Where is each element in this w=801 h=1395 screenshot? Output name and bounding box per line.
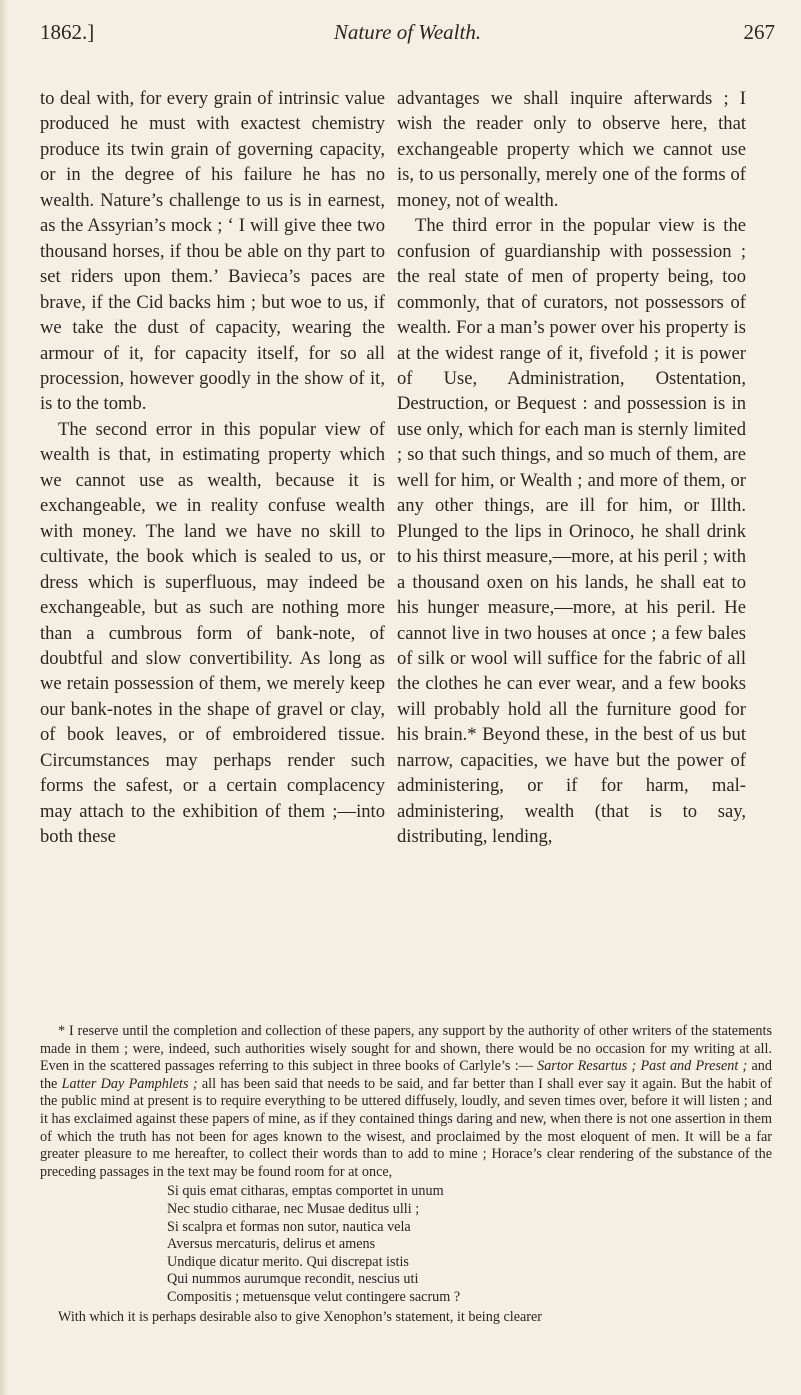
header-year: 1862.]: [40, 20, 95, 44]
footnote-marker: *: [58, 1023, 66, 1039]
verse-line: Compositis ; metuensque velut contingere sacrum ?: [167, 1288, 461, 1305]
verse-line: Nec studio citharae, nec Musae deditus ulli ;: [167, 1200, 420, 1217]
footnote-text: I reserve until the completion and collection of these papers, any support by the authority of other writers of the statements made in them ; were, indeed, such authorities wisely sought for and shown, there would be no occasion for my writing at all. Even in the scattered passages referring to this subject in three books of Carlyle’s :—: [40, 1023, 772, 1075]
footnote-text: all has been said that needs to be said, and far better than I shall ever say it again. But the habit of the public mind at present is to require everything to be uttered diffusely, loudly, and seven times over, before it will listen ; and it has exclaimed against these papers of mine, as if they contained things daring and new, when there is not one assertion in them of which the truth has not been for ages known to the wisest, and proclaimed by the most eloquent of men. It will be a far greater pleasure to me hereafter, to collect their words than to add to mine ; Horace’s clear rendering of the substance of the preceding passages in the text may be found room for at once,: [40, 1075, 772, 1180]
footnote-text: and the: [40, 1058, 772, 1092]
verse-line: Undique dicatur merito. Qui discrepat istis: [167, 1253, 409, 1270]
latin-verse: [167, 1183, 772, 1306]
paragraph: to deal with, for every grain of intrinsic value produced he must with exactest chemistry produce its twin grain of governing capacity, or in the degree of his failure he has no wealth. Nature’s challenge to us is in earnest, as the Assyrian’s mock ; ‘ I will give thee two thousand horses, if thou be able on thy part to set riders upon them.’ Bavieca’s paces are brave, if the Cid backs him ; but woe to us, if we take the dust of capacity, wearing the armour of it, for capacity itself, for so all procession, however goodly in the show of it, is to the tomb.: [40, 88, 385, 415]
verse-line: Si scalpra et formas non sutor, nautica vela: [167, 1218, 411, 1235]
paragraph: The third error in the popular view is the confusion of guardianship with possession ; the real state of men of property being, too commonly, that of curators, not possessors of wealth. For a man’s power over his property is at the widest range of it, fivefold ; it is power of Use, Administration, Ostentation, Destruction, or Bequest : and possession is in use only, which for each man is sternly limited ; so that such things, and so much of them, are well for him, or Wealth ; and more of them, or any other things, are ill for him, or Illth. Plunged to the lips in Orinoco, he shall drink to his thirst measure,—more, at his peril ; with a thousand oxen on his lands, he shall eat to his hunger measure,—more, at his peril. He cannot live in two houses at once ; a few bales of silk or wool will suffice for the fabric of all the clothes he can ever wear, and a few books will probably hold all the furniture good for his brain.* Beyond these, in the best of us but narrow, capacities, we have but the power of administering, or if for harm, mal-administering, wealth (that is to say, distributing, lending,: [397, 215, 746, 848]
footnote-continuation: With which it is perhaps desirable also to give Xenophon’s statement, it being clearer: [58, 1308, 543, 1325]
body-column-right: [397, 86, 746, 850]
footnote-paragraph: [40, 1023, 772, 1181]
footnote-work-title: Sartor Resartus ; Past and Present ;: [537, 1058, 748, 1075]
body-column-left: [40, 86, 385, 850]
running-head: [40, 20, 775, 50]
paragraph: advantages we shall inquire afterwards ; I wish the reader only to observe here, that exchangeable property which we cannot use is, to us personally, merely one of the forms of money, not of wealth.: [397, 88, 746, 211]
paragraph: The second error in this popular view of wealth is that, in estimating property which we cannot use as wealth, because it is exchangeable, we in reality confuse wealth with money. The land we have no skill to cultivate, the book which is sealed to us, or dress which is superfluous, may indeed be exchangeable, but as such are nothing more than a cumbrous form of bank-note, of doubtful and slow convertibility. As long as we retain possession of them, we merely keep our bank-notes in the shape of gravel or clay, of book leaves, or of embroidered tissue. Circumstances may perhaps render such forms the safest, or a certain complacency may attach to the exhibition of them ;—into both these: [40, 418, 385, 848]
page-edge-shadow: [0, 0, 8, 1395]
verse-line: Si quis emat citharas, emptas comportet in unum: [167, 1183, 444, 1200]
footnote-work-title: Latter Day Pamphlets ;: [61, 1075, 198, 1092]
footnote: [40, 1023, 772, 1326]
header-title: Nature of Wealth.: [333, 20, 482, 44]
page-number: 267: [743, 20, 775, 44]
verse-line: Qui nummos aurumque recondit, nescius uti: [167, 1271, 419, 1288]
verse-line: Aversus mercaturis, delirus et amens: [167, 1236, 376, 1253]
